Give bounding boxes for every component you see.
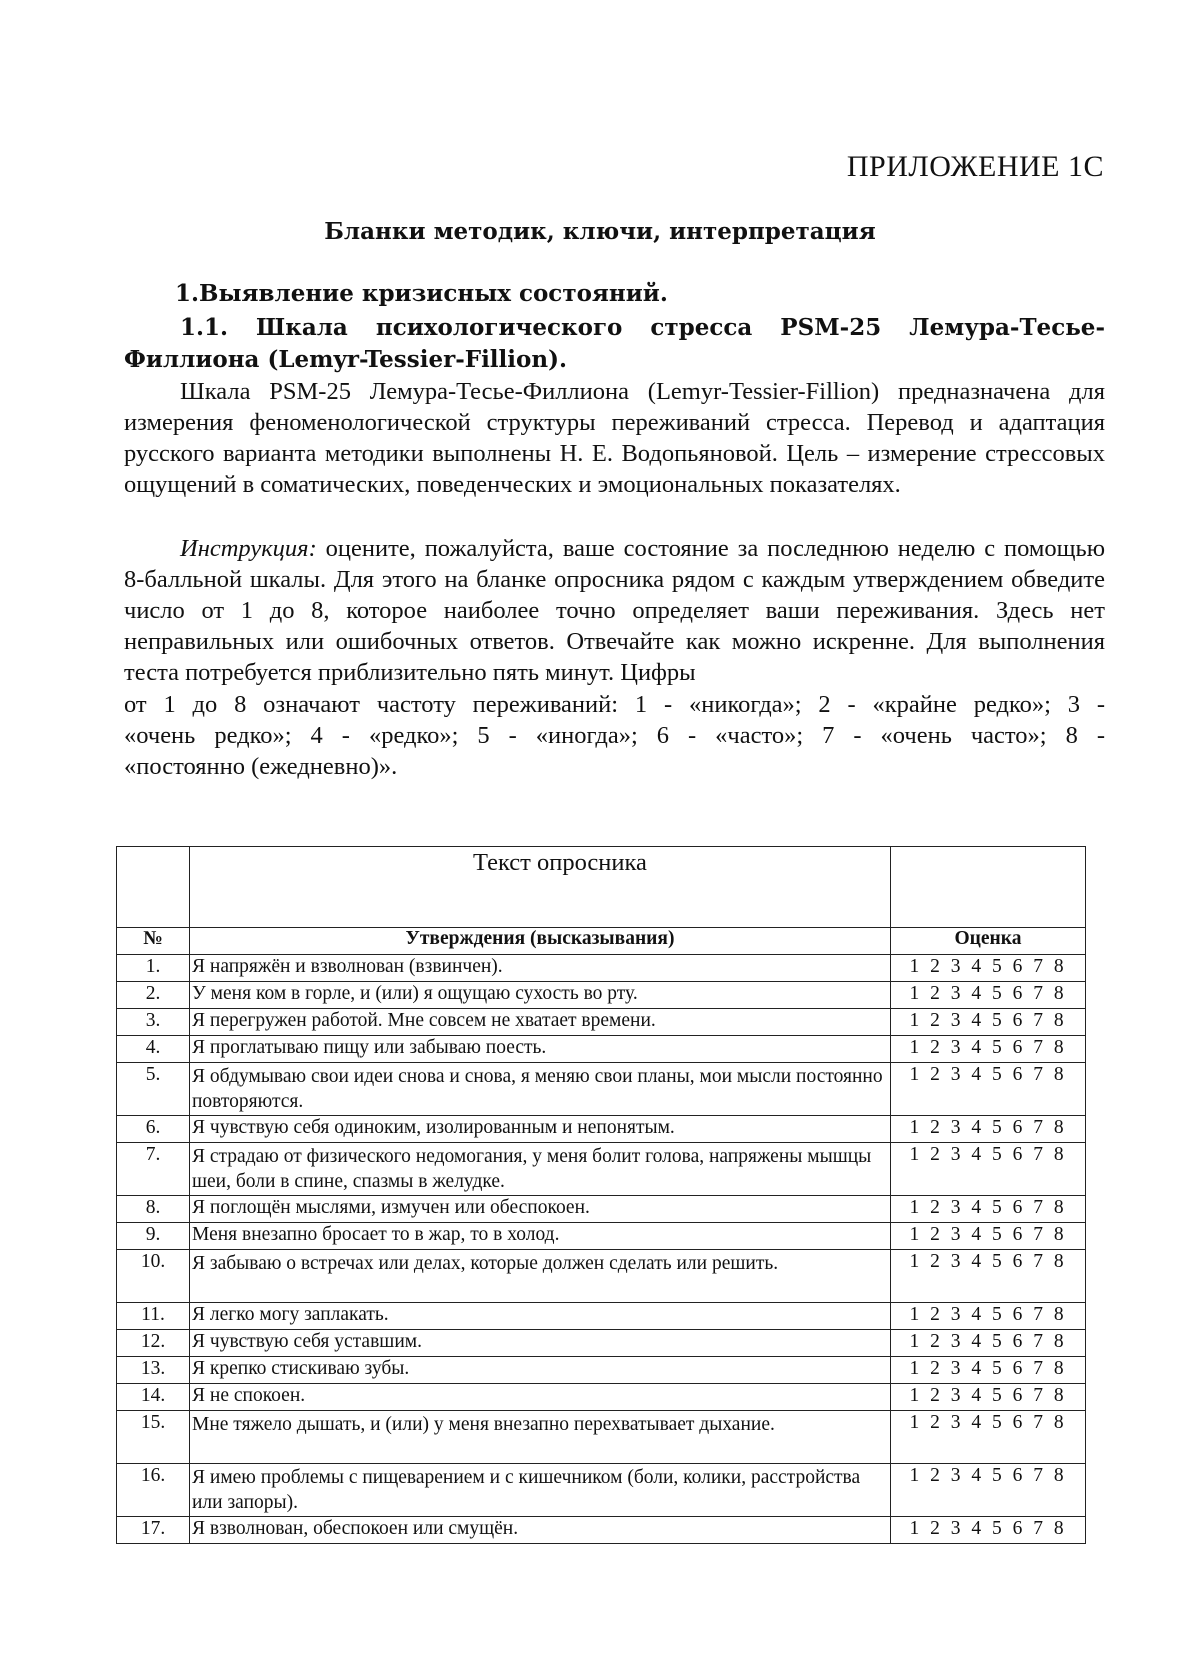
- table-row: [117, 1303, 1086, 1330]
- row-statement: Меня внезапно бросает то в жар, то в холод.: [190, 1223, 891, 1250]
- header-score: Оценка: [891, 928, 1086, 955]
- table-row: [117, 1009, 1086, 1036]
- row-statement: Я обдумываю свои идеи снова и снова, я меняю свои планы, мои мысли постоянно повторяются.: [190, 1063, 891, 1116]
- row-scale: 1 2 3 4 5 6 7 8: [891, 1384, 1086, 1411]
- row-number: 14.: [117, 1384, 190, 1411]
- row-number: 13.: [117, 1357, 190, 1384]
- row-scale: 1 2 3 4 5 6 7 8: [891, 1464, 1086, 1517]
- row-statement: Я чувствую себя уставшим.: [190, 1330, 891, 1357]
- row-number: 8.: [117, 1196, 190, 1223]
- appendix-label: ПРИЛОЖЕНИЕ 1С: [846, 150, 1104, 183]
- row-statement: Я перегружен работой. Мне совсем не хватает времени.: [190, 1009, 891, 1036]
- row-number: 15.: [117, 1411, 190, 1464]
- row-number: 17.: [117, 1517, 190, 1544]
- section-heading: 1.Выявление кризисных состояний.: [175, 280, 668, 307]
- row-scale: 1 2 3 4 5 6 7 8: [891, 955, 1086, 982]
- row-scale: 1 2 3 4 5 6 7 8: [891, 1063, 1086, 1116]
- row-scale: 1 2 3 4 5 6 7 8: [891, 1411, 1086, 1464]
- row-number: 9.: [117, 1223, 190, 1250]
- instruction-paragraph: [124, 533, 1105, 688]
- row-number: 11.: [117, 1303, 190, 1330]
- scale-description: [124, 689, 1105, 782]
- row-scale: 1 2 3 4 5 6 7 8: [891, 1357, 1086, 1384]
- row-statement: Я страдаю от физического недомогания, у меня болит голова, напряжены мышцы шеи, боли в спине, спазмы в желудке.: [190, 1143, 891, 1196]
- row-scale: 1 2 3 4 5 6 7 8: [891, 1303, 1086, 1330]
- table-row: [117, 1411, 1086, 1464]
- row-number: 1.: [117, 955, 190, 982]
- row-statement: Мне тяжело дышать, и (или) у меня внезапно перехватывает дыхание.: [190, 1411, 891, 1464]
- intro-paragraph: Шкала PSM-25 Лемура-Тесье-Филлиона (Lemyr-Tessier-Fillion) предназначена для измерения феноменологической структуры переживаний стресса. Перевод и адаптация русского варианта методики выполнены Н. Е. Водопьяновой. Цель – измерение стрессовых ощущений в соматических, поведенческих и эмоциональных показателях.: [124, 378, 1105, 498]
- subsection-heading: 1.1. Шкала психологического стресса PSM-25 Лемура-Тесье-Филлиона (Lemyr-Tessier-Fillion).: [124, 314, 1105, 373]
- row-number: 5.: [117, 1063, 190, 1116]
- scale-line: от 1 до 8 означают частоту переживаний: 1 - «никогда»; 2 - «крайне редко»; 3 -: [124, 691, 1105, 718]
- row-number: 6.: [117, 1116, 190, 1143]
- table-row: [117, 1196, 1086, 1223]
- table-row: [117, 1330, 1086, 1357]
- table-row: [117, 1143, 1086, 1196]
- row-statement: Я имею проблемы с пищеварением и с кишечником (боли, колики, расстройства или запоры).: [190, 1464, 891, 1517]
- table-row: [117, 1357, 1086, 1384]
- row-scale: 1 2 3 4 5 6 7 8: [891, 1009, 1086, 1036]
- row-statement: Я крепко стискиваю зубы.: [190, 1357, 891, 1384]
- row-number: 7.: [117, 1143, 190, 1196]
- table-row: [117, 1036, 1086, 1063]
- row-statement: Я не спокоен.: [190, 1384, 891, 1411]
- row-statement: Я проглатываю пищу или забываю поесть.: [190, 1036, 891, 1063]
- row-statement: Я взволнован, обеспокоен или смущён.: [190, 1517, 891, 1544]
- table-row: [117, 1384, 1086, 1411]
- row-number: 4.: [117, 1036, 190, 1063]
- scale-line: «очень редко»; 4 - «редко»; 5 - «иногда»; 6 - «часто»; 7 - «очень часто»; 8 -: [124, 722, 1105, 749]
- table-row: [117, 955, 1086, 982]
- header-statement: Утверждения (высказывания): [190, 928, 891, 955]
- row-number: 3.: [117, 1009, 190, 1036]
- row-scale: 1 2 3 4 5 6 7 8: [891, 1223, 1086, 1250]
- questionnaire-table: [116, 846, 1086, 1544]
- row-number: 2.: [117, 982, 190, 1009]
- row-scale: 1 2 3 4 5 6 7 8: [891, 1517, 1086, 1544]
- table-caption-row: [117, 847, 1086, 928]
- row-number: 12.: [117, 1330, 190, 1357]
- table-caption: Текст опросника: [473, 849, 647, 876]
- row-statement: У меня ком в горле, и (или) я ощущаю сухость во рту.: [190, 982, 891, 1009]
- row-statement: Я напряжён и взволнован (взвинчен).: [190, 955, 891, 982]
- row-scale: 1 2 3 4 5 6 7 8: [891, 1143, 1086, 1196]
- table-row: [117, 1250, 1086, 1303]
- table-row: [117, 1116, 1086, 1143]
- caption-spacer-cell: [891, 847, 1086, 928]
- table-row: [117, 1517, 1086, 1544]
- row-number: 16.: [117, 1464, 190, 1517]
- row-scale: 1 2 3 4 5 6 7 8: [891, 1196, 1086, 1223]
- row-scale: 1 2 3 4 5 6 7 8: [891, 1330, 1086, 1357]
- table-row: [117, 1063, 1086, 1116]
- row-statement: Я легко могу заплакать.: [190, 1303, 891, 1330]
- instruction-text: оцените, пожалуйста, ваше состояние за последнюю неделю с помощью 8-балльной шкалы. Для этого на бланке опросника рядом с каждым утверждением обведите число от 1 до 8, которое наиболее точно определяет ваши переживания. Здесь нет неправильных или ошибочных ответов. Отвечайте как можно искренне. Для выполнения теста потребуется приблизительно пять минут. Цифры: [124, 535, 1105, 686]
- row-scale: 1 2 3 4 5 6 7 8: [891, 1116, 1086, 1143]
- caption-spacer-cell: [117, 847, 190, 928]
- caption-cell: [190, 847, 891, 928]
- row-statement: Я чувствую себя одиноким, изолированным и непонятым.: [190, 1116, 891, 1143]
- instruction-label: Инструкция:: [180, 535, 317, 562]
- table-row: [117, 1223, 1086, 1250]
- row-scale: 1 2 3 4 5 6 7 8: [891, 982, 1086, 1009]
- table-row: [117, 982, 1086, 1009]
- header-num: №: [117, 928, 190, 955]
- table-header-row: [117, 928, 1086, 955]
- row-scale: 1 2 3 4 5 6 7 8: [891, 1250, 1086, 1303]
- table-row: [117, 1464, 1086, 1517]
- row-statement: Я поглощён мыслями, измучен или обеспокоен.: [190, 1196, 891, 1223]
- row-scale: 1 2 3 4 5 6 7 8: [891, 1036, 1086, 1063]
- page-title: Бланки методик, ключи, интерпретация: [324, 218, 876, 245]
- row-statement: Я забываю о встречах или делах, которые должен сделать или решить.: [190, 1250, 891, 1303]
- row-number: 10.: [117, 1250, 190, 1303]
- scale-line: «постоянно (ежедневно)».: [124, 753, 398, 780]
